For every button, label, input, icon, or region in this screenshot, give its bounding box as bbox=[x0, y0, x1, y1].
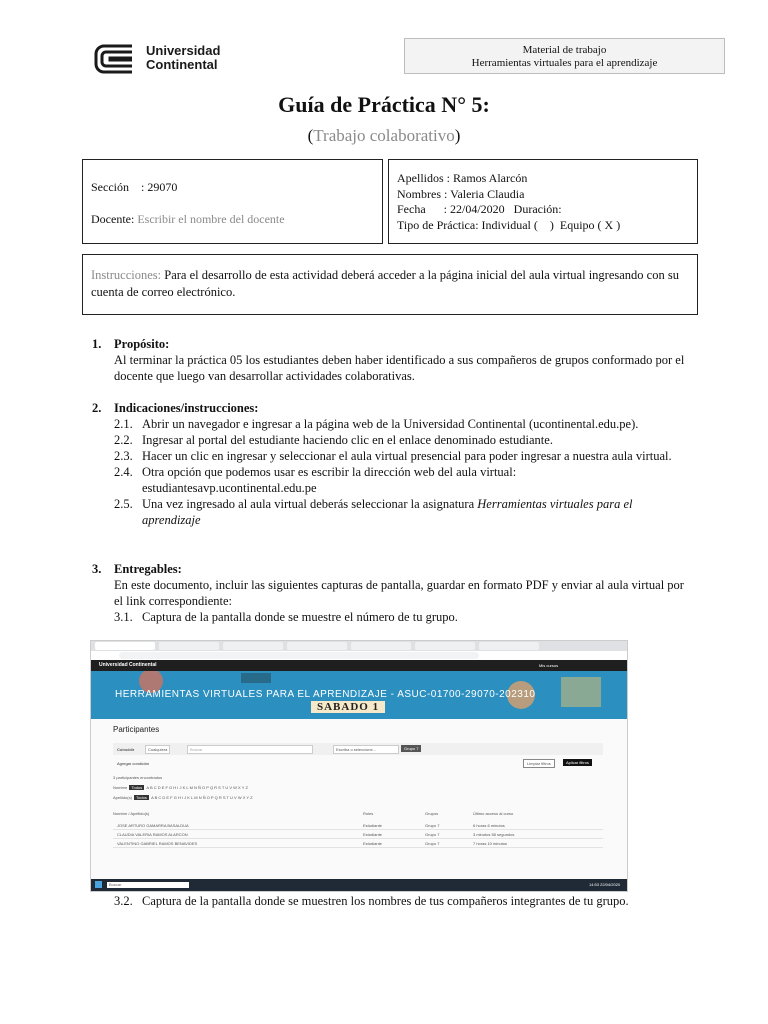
instructions-box: Instrucciones: Para el desarrollo de esta actividad deberá acceder a la página inicial del aula virtual ingresando con su cuenta de correo electrónico. bbox=[82, 254, 698, 315]
list-item: 3.1. Captura de la pantalla donde se muestre el número de tu grupo. bbox=[114, 610, 458, 624]
filter-row: Coincidir Cualquiera Buscar Escriba o seleccione... Grupo 7 bbox=[113, 743, 603, 755]
university-logo-icon bbox=[92, 42, 138, 76]
windows-taskbar bbox=[91, 879, 627, 891]
participants-panel: Participantes Coincidir Cualquiera Buscar Escriba o seleccione... Grupo 7 Agregar condición Limpiar filtros Aplicar filtros 3 participantes encontrados Nombre Todos A B C D E F G H I J K L M N Ñ O P Q R S T U V W X Y Z Apellido(s) Todos A B C D E F G H I J K L M N Ñ O P Q R S T U V W X Y Z Nombre / Apellido(s) Roles Grupos Último acceso al curso JOSE ARTURO GAMARRA BASALDUA Estudiante Grupo 7 6 horas 6 minutos CLAUDIA VALERIA RAMOS ALARCON Estudiante Grupo 7 3 minutos 58 segundos VALENTINO GABRIEL RAMOS BENAVIDES Estudiante Grupo 7 7 horas 10 minutos bbox=[91, 719, 627, 879]
tipo-practica-field: Tipo de Práctica: Individual ( ) Equipo ( X ) bbox=[397, 217, 621, 232]
table-row[interactable]: JOSE ARTURO GAMARRA BASALDUA Estudiante Grupo 7 6 horas 6 minutos bbox=[113, 823, 603, 830]
table-row[interactable]: CLAUDIA VALERIA RAMOS ALARCON Estudiante Grupo 7 3 minutos 58 segundos bbox=[113, 832, 603, 839]
list-item: 2.2. Ingresar al portal del estudiante haciendo clic en el enlace denominado estudiante. bbox=[114, 433, 553, 447]
embedded-screenshot bbox=[90, 640, 628, 892]
found-count: 3 participantes encontrados bbox=[113, 775, 163, 780]
section-entregables: 3. Entregables: En este documento, incluir las siguientes capturas de pantalla, guardar en formato PDF y enviar al aula virtual por el link correspondiente: 3.1. Captura de la pantalla donde se muestre el número de tu grupo. bbox=[92, 561, 692, 625]
name-initials-bar[interactable]: Nombre Todos A B C D E F G H I J K L M N Ñ O P Q R S T U V W X Y Z bbox=[113, 785, 248, 790]
participants-heading: Participantes bbox=[113, 725, 160, 734]
section-entregables-cont bbox=[114, 893, 714, 909]
nombres-field: Nombres : Valeria Claudia bbox=[397, 186, 525, 201]
browser-tabbar bbox=[91, 641, 627, 651]
apellidos-field: Apellidos : Ramos Alarcón bbox=[397, 171, 528, 185]
list-item: 3.2. Captura de la pantalla donde se muestren los nombres de tus compañeros integrantes de tu grupo. bbox=[114, 894, 629, 908]
docente-field[interactable]: Docente: Escribir el nombre del docente bbox=[91, 212, 285, 226]
table-row[interactable]: VALENTINO GABRIEL RAMOS BENAVIDES Estudiante Grupo 7 7 horas 10 minutos bbox=[113, 841, 603, 848]
surname-initials-bar[interactable]: Apellido(s) Todos A B C D E F G H I J K L M N Ñ O P Q R S T U V W X Y Z bbox=[113, 795, 253, 800]
section-proposito: 1. Propósito: Al terminar la práctica 05 los estudiantes deben haber identificado a sus compañeros de grupos conformado por el docente que luego van desarrollar actividades colaborativas. bbox=[92, 337, 685, 383]
apply-filters-button[interactable]: Aplicar filtros bbox=[563, 759, 592, 766]
match-select[interactable]: Cualquiera bbox=[145, 745, 170, 754]
list-item: 2.3. Hacer un clic en ingresar y seleccionar el aula virtual presencial para poder ingresar a nuestra aula virtual. bbox=[114, 449, 672, 463]
filter-value-select[interactable]: Escriba o seleccione... bbox=[333, 745, 399, 754]
list-item: 2.5. Una vez ingresado al aula virtual deberás seleccionar la asignatura Herramientas virtuales para el aprendizaje bbox=[114, 497, 633, 527]
site-topnav: Universidad Continental Mis cursos bbox=[91, 660, 627, 671]
section-indicaciones: 2. Indicaciones/instrucciones: 2.1. Abrir un navegador e ingresar a la página web de la Universidad Continental (ucontinental.edu.pe). 2.2. Ingresar al portal del estudiante haciendo clic en el enlace denominado estudiante. 2.3. Hacer un clic en ingresar y seleccionar el aula virtual presencial para poder ingresar a nuestra aula virtual. 2.4. Otra opción que podemos usar es escribir la dirección web del aula virtual: estudiantesavp.ucontinental.edu.pe 2.5. Una vez ingresado al aula virtual deberás seleccionar la asignatura Herramientas virtuales para el aprendizaje bbox=[92, 400, 692, 528]
logo-text: Universidad Continental bbox=[146, 43, 221, 72]
group-chip[interactable]: Grupo 7 bbox=[401, 745, 421, 752]
course-banner: HERRAMIENTAS VIRTUALES PARA EL APRENDIZAJE - ASUC-01700-29070-202310 SABADO 1 bbox=[91, 671, 627, 719]
taskbar-clock: 14:53 22/04/2020 bbox=[589, 882, 621, 887]
filter-search-select[interactable]: Buscar bbox=[187, 745, 313, 754]
windows-start-icon[interactable] bbox=[95, 881, 102, 888]
list-item: 2.4. Otra opción que podemos usar es escribir la dirección web del aula virtual: estudiantesavp.ucontinental.edu.pe bbox=[114, 465, 517, 495]
page-title: Guía de Práctica N° 5: bbox=[278, 92, 490, 117]
header-box: Material de trabajo Herramientas virtuales para el aprendizaje bbox=[404, 38, 725, 74]
list-item: 2.1. Abrir un navegador e ingresar a la página web de la Universidad Continental (ucontinental.edu.pe). bbox=[114, 417, 639, 431]
clear-filters-button[interactable]: Limpiar filtros bbox=[523, 759, 555, 768]
info-box-left bbox=[82, 159, 383, 244]
add-condition-link[interactable]: Agregar condición bbox=[117, 761, 150, 766]
info-box-right bbox=[388, 159, 698, 244]
seccion-field: Sección : 29070 bbox=[91, 180, 178, 194]
taskbar-search[interactable]: Buscar bbox=[107, 882, 189, 888]
page-subtitle: (Trabajo colaborativo) bbox=[307, 126, 461, 145]
fecha-field: Fecha : 22/04/2020 Duración: bbox=[397, 202, 562, 216]
